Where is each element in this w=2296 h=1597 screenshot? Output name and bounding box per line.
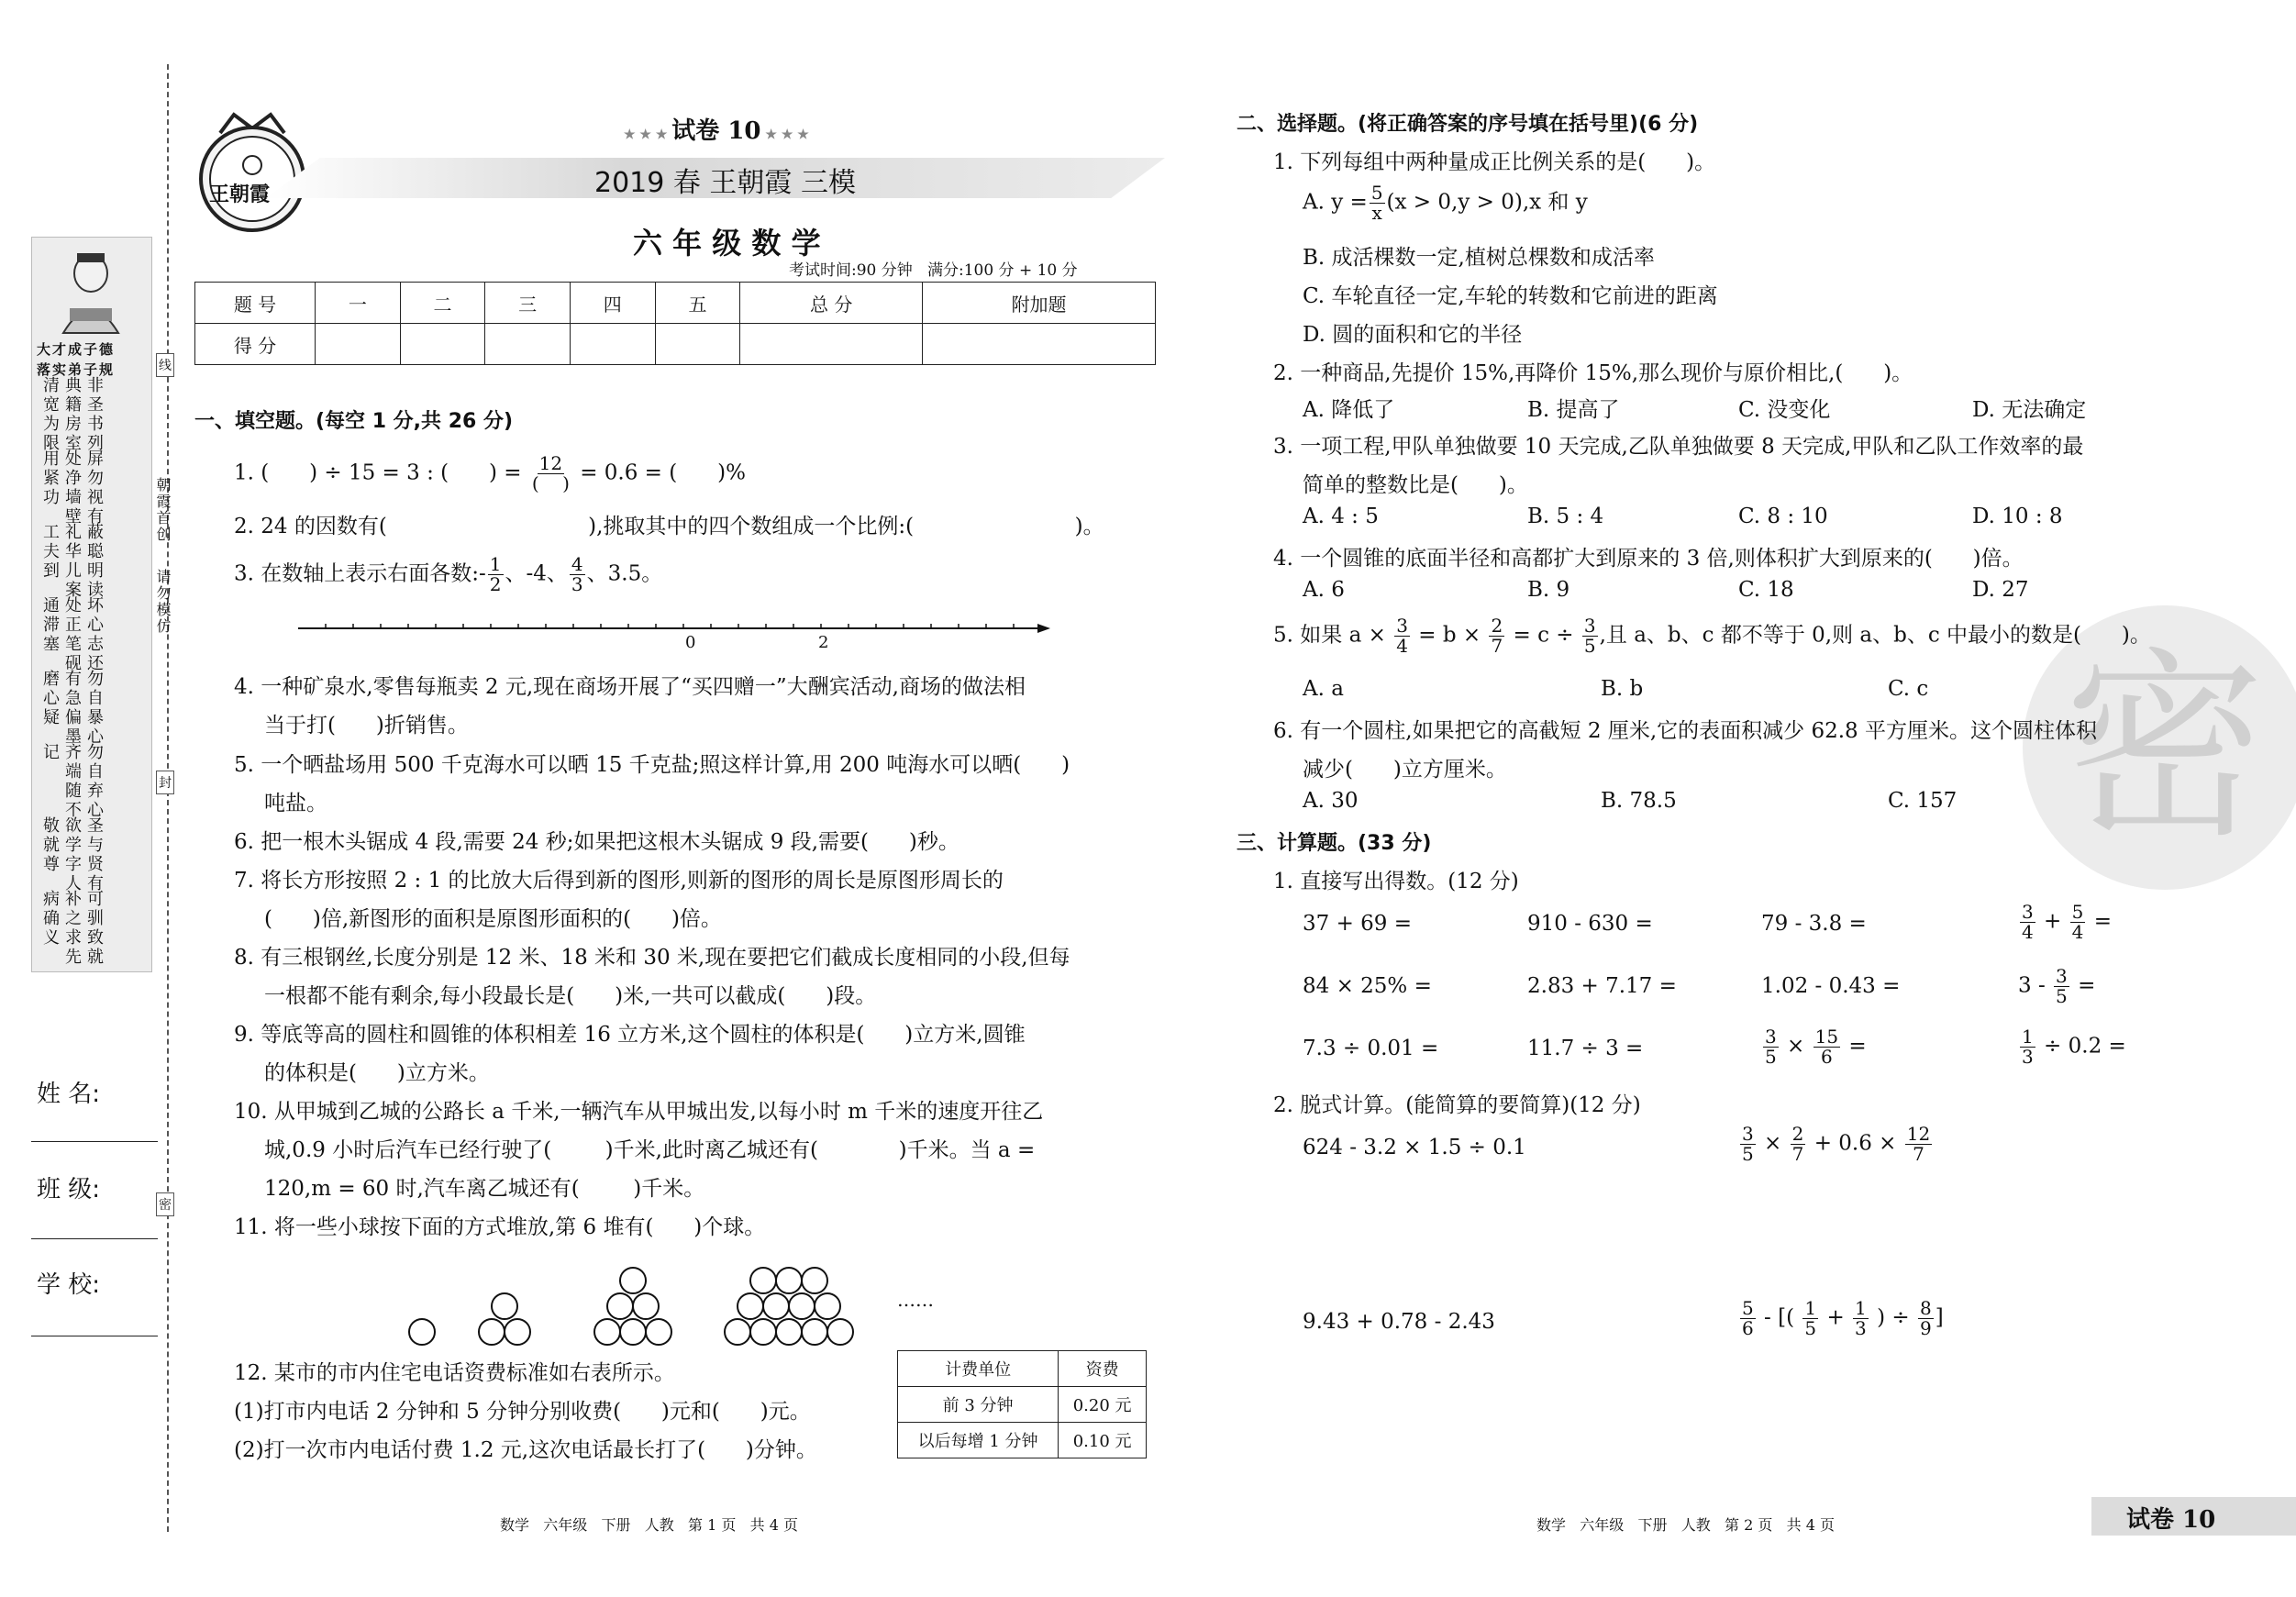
calc-item: $\frac{1}{3}$ ÷ 0.2 = <box>2022 1026 2126 1068</box>
q2-6-option[interactable]: B. 78.5 <box>1601 789 1677 813</box>
q2-2-option[interactable]: C. 没变化 <box>1738 398 1831 422</box>
star-decor-right: ★ ★ ★ <box>760 128 809 142</box>
fraction: $\frac{12}{7}$ <box>1906 1123 1931 1165</box>
q1-5a: 5. 一个晒盐场用 500 千克海水可以晒 15 千克盐;照这样计算,用 200 吨海水可以晒( ) <box>234 753 1070 777</box>
q1-4b: 当于打( )折销售。 <box>264 714 469 738</box>
q1-5b: 吨盐。 <box>264 792 327 815</box>
score-table <box>194 282 1156 365</box>
score-cell[interactable] <box>400 324 485 365</box>
q2-6-option[interactable]: A. 30 <box>1303 789 1359 813</box>
q2-2: 2. 一种商品,先提价 15%,再降价 15%,那么现价与原价相比,( )。 <box>1273 361 1913 385</box>
fee-header: 计费单位 <box>898 1351 1059 1387</box>
q1-2: 2. 24 的因数有( ),挑取其中的四个数组成一个比例:( )。 <box>234 515 1104 538</box>
exam-title: 2019 春 王朝霞 三模 <box>594 167 856 199</box>
calc-item: 7.3 ÷ 0.01 = <box>1303 1037 1439 1060</box>
motto-group-3: 蔽聪明读礼华儿案工夫到 <box>40 523 104 600</box>
school-label: 学 校: <box>37 1271 101 1299</box>
q2-1: 1. 下列每组中两种量成正比例关系的是( )。 <box>1273 150 1716 174</box>
fraction: $\frac{1}{2}$ <box>489 553 502 595</box>
fraction: $\frac{5}{x}$ <box>1370 182 1383 224</box>
q1-9b: 的体积是( )立方米。 <box>264 1061 490 1085</box>
q2-4-option[interactable]: D. 27 <box>1972 578 2029 602</box>
q2-4-option[interactable]: C. 18 <box>1738 578 1794 602</box>
q1-7b: ( )倍,新图形的面积是原图形面积的( )倍。 <box>264 907 722 931</box>
fee-cell: 前 3 分钟 <box>898 1387 1059 1423</box>
score-cell[interactable] <box>740 324 923 365</box>
ball-stacks <box>404 1257 862 1348</box>
expr-2: $\frac{3}{5}$ × $\frac{2}{7}$ + 0.6 × $\frac{12}{7}$ <box>1742 1123 1931 1165</box>
fraction: $\frac{5}{6}$ <box>1742 1297 1754 1339</box>
q1-10b: 城,0.9 小时后汽车已经行驶了( )千米,此时离乙城还有( )千米。当 a = <box>264 1138 1036 1162</box>
q2-5-option[interactable]: A. a <box>1303 677 1344 701</box>
ellipsis: …… <box>897 1289 934 1311</box>
slogan-2: 落实弟子规 <box>37 361 116 378</box>
col-header: 附加题 <box>923 283 1156 324</box>
motto-group-4: 坏心志还处正笔砚通滞塞 <box>40 596 104 673</box>
motto-group-7: 圣与贤有欲学字人敬就尊 <box>40 816 104 893</box>
binding-line <box>167 64 169 1532</box>
fraction: $\frac{3}{5}$ <box>1742 1123 1754 1165</box>
q2-6-option[interactable]: C. 157 <box>1888 789 1958 813</box>
calc-item: $\frac{3}{4}$ + $\frac{5}{4}$ = <box>2022 901 2112 943</box>
fraction: $\frac{1}{3}$ <box>2022 1026 2034 1068</box>
q1-6: 6. 把一根木头锯成 4 段,需要 24 秒;如果把这根木头锯成 9 段,需要( )秒。 <box>234 830 959 854</box>
footer-left: 数学 六年级 下册 人教 第 1 页 共 4 页 <box>500 1516 798 1534</box>
col-header: 一 <box>316 283 401 324</box>
q2-1-C: C. 车轮直径一定,车轮的转数和它前进的距离 <box>1303 284 1718 308</box>
q1-7a: 7. 将长方形按照 2 : 1 的比放大后得到新的图形,则新的图形的周长是原图形周长的 <box>234 869 1004 893</box>
section2-title: 二、选择题。(将正确答案的序号填在括号里)(6 分) <box>1237 113 1699 136</box>
calc-item: 84 × 25% = <box>1303 974 1432 998</box>
fee-cell: 0.10 元 <box>1059 1423 1147 1458</box>
name-field[interactable] <box>31 1141 158 1142</box>
motto-group-1: 非圣书列典籍房室清宽为限 <box>40 376 104 453</box>
fraction: $\frac{3}{4}$ <box>1396 615 1408 657</box>
q2-2-option[interactable]: D. 无法确定 <box>1972 398 2087 422</box>
q2-3-option[interactable]: B. 5 : 4 <box>1527 505 1604 528</box>
table-row <box>898 1351 1147 1387</box>
q2-6a: 6. 有一个圆柱,如果把它的高截短 2 厘米,它的表面积减少 62.8 平方厘米。这个圆柱体积 <box>1273 719 2097 743</box>
q1-11: 11. 将一些小球按下面的方式堆放,第 6 堆有( )个球。 <box>234 1215 766 1239</box>
name-label: 姓 名: <box>37 1081 101 1108</box>
score-cell[interactable] <box>316 324 401 365</box>
fraction: $\frac{2}{7}$ <box>1491 615 1503 657</box>
q1-8a: 8. 有三根钢丝,长度分别是 12 米、18 米和 30 米,现在要把它们截成长度相同的小段,但每 <box>234 946 1070 970</box>
fee-cell: 0.20 元 <box>1059 1387 1147 1423</box>
q1-12-1: (1)打市内电话 2 分钟和 5 分钟分别收费( )元和( )元。 <box>234 1400 811 1424</box>
q2-3b: 简单的整数比是( )。 <box>1303 473 1528 497</box>
number-line[interactable] <box>298 615 1050 660</box>
fraction: $\frac{3}{5}$ <box>1583 615 1596 657</box>
score-cell[interactable] <box>655 324 740 365</box>
seal-mark-feng: 封 <box>156 771 174 794</box>
score-cell[interactable] <box>570 324 655 365</box>
calc-item: 2.83 + 7.17 = <box>1527 974 1677 998</box>
q1-3: 3. 在数轴上表示右面各数:- $\frac{1}{2}$ 、-4、 $\frac{4}{3}$ 、3.5。 <box>234 553 663 595</box>
q2-6b: 减少( )立方厘米。 <box>1303 758 1507 782</box>
fraction: $\frac{1}{3}$ <box>1855 1297 1867 1339</box>
q1-12: 12. 某市的市内住宅电话资费标准如右表所示。 <box>234 1361 675 1385</box>
expr-4: $\frac{5}{6}$ - [( $\frac{1}{5}$ + $\frac{1}{3}$ ) ÷ $\frac{8}{9}$ ] <box>1742 1297 1944 1339</box>
score-cell[interactable] <box>923 324 1156 365</box>
row-label: 得 分 <box>195 324 316 365</box>
col-header: 二 <box>400 283 485 324</box>
score-cell[interactable] <box>485 324 571 365</box>
q1-8b: 一根都不能有剩余,每小段最长是( )米,一共可以截成( )段。 <box>264 984 877 1008</box>
fraction: $\frac{12}{( )}$ <box>531 452 570 494</box>
fraction: $\frac{5}{4}$ <box>2071 901 2084 943</box>
paper-tag: 试卷 10 <box>2126 1506 2216 1534</box>
q1-1: 1. ( ) ÷ 15 = 3 : ( ) = $\frac{12}{( )}$ = 0.6 = ( )% <box>234 452 746 494</box>
q2-1-B: B. 成活棵数一定,植树总棵数和成活率 <box>1303 246 1655 270</box>
fee-table <box>897 1350 1147 1458</box>
fraction: $\frac{4}{3}$ <box>571 553 583 595</box>
q2-4-option[interactable]: A. 6 <box>1303 578 1345 602</box>
calc-item: 3 - $\frac{3}{5}$ = <box>2018 965 2096 1007</box>
slogan-1: 大才成子德 <box>37 341 116 358</box>
fraction: $\frac{3}{4}$ <box>2022 901 2034 943</box>
q2-2-option[interactable]: A. 降低了 <box>1303 398 1395 422</box>
fraction: $\frac{15}{6}$ <box>1814 1026 1839 1068</box>
fraction: $\frac{2}{7}$ <box>1791 1123 1804 1165</box>
fraction: $\frac{1}{5}$ <box>1804 1297 1817 1339</box>
q2-5-option[interactable]: C. c <box>1888 677 1929 701</box>
calc-item: 1.02 - 0.43 = <box>1761 974 1901 998</box>
seal-mark-xian: 线 <box>156 353 174 377</box>
calc-item: 910 - 630 = <box>1527 912 1653 936</box>
logo-badge <box>188 105 316 234</box>
fraction: $\frac{3}{5}$ <box>1765 1026 1777 1068</box>
motto-group-2: 屏勿视有处净墙壁用紧功 <box>40 449 104 527</box>
section1-title: 一、填空题。(每空 1 分,共 26 分) <box>194 410 514 433</box>
exam-info: 考试时间:90 分钟 满分:100 分 + 10 分 <box>789 261 1078 280</box>
q2-3-option[interactable]: D. 10 : 8 <box>1972 505 2063 528</box>
calc-item: 11.7 ÷ 3 = <box>1527 1037 1644 1060</box>
calc-item: 79 - 3.8 = <box>1761 912 1867 936</box>
row-label: 题 号 <box>195 283 316 324</box>
col-header: 五 <box>655 283 740 324</box>
q1-10a: 10. 从甲城到乙城的公路长 a 千米,一辆汽车从甲城出发,以每小时 m 千米的速度开往乙 <box>234 1100 1044 1124</box>
table-row <box>898 1423 1147 1458</box>
tick-label-0: 0 <box>685 633 696 652</box>
col-header: 三 <box>485 283 571 324</box>
col-header: 总 分 <box>740 283 923 324</box>
q2-4-option[interactable]: B. 9 <box>1527 578 1570 602</box>
q2-1-D: D. 圆的面积和它的半径 <box>1303 323 1523 347</box>
q3-1-title: 1. 直接写出得数。(12 分) <box>1273 870 1519 893</box>
table-row <box>898 1387 1147 1423</box>
section3-title: 三、计算题。(33 分) <box>1237 832 1432 855</box>
q2-5: 5. 如果 a × $\frac{3}{4}$ = b × $\frac{2}{7}$ = c ÷ $\frac{3}{5}$ ,且 a、b、c 都不等于 0,则 a、b、c 中最小的数是( )。 <box>1273 615 2151 657</box>
q2-3a: 3. 一项工程,甲队单独做要 10 天完成,乙队单独做要 8 天完成,甲队和乙队工作效率的最 <box>1273 435 2084 459</box>
fraction: $\frac{8}{9}$ <box>1919 1297 1932 1339</box>
q2-3-option[interactable]: A. 4 : 5 <box>1303 505 1379 528</box>
table-row <box>195 283 1156 324</box>
calc-item: 37 + 69 = <box>1303 912 1413 936</box>
q2-4: 4. 一个圆锥的底面半径和高都扩大到原来的 3 倍,则体积扩大到原来的( )倍。 <box>1273 547 2024 571</box>
expr-3: 9.43 + 0.78 - 2.43 <box>1303 1310 1495 1334</box>
q1-9a: 9. 等底等高的圆柱和圆锥的体积相差 16 立方米,这个圆柱的体积是( )立方米,圆锥 <box>234 1023 1026 1047</box>
fee-header: 资费 <box>1059 1351 1147 1387</box>
vertical-note-1: 朝霞首创 <box>154 477 172 543</box>
q1-12-2: (2)打一次市内电话付费 1.2 元,这次电话最长打了( )分钟。 <box>234 1438 817 1462</box>
calc-item: $\frac{3}{5}$ × $\frac{15}{6}$ = <box>1765 1026 1867 1068</box>
q3-2-title: 2. 脱式计算。(能简算的要简算)(12 分) <box>1273 1093 1641 1117</box>
paper-label: ★ ★ ★ 试卷 10 ★ ★ ★ <box>624 117 809 145</box>
q2-1-A: A. y = $\frac{5}{x}$ (x > 0,y > 0),x 和 y <box>1303 182 1588 224</box>
vertical-note-2: 请勿模仿 <box>154 569 172 635</box>
col-header: 四 <box>570 283 655 324</box>
subject-title: 六 年 级 数 学 <box>633 226 821 261</box>
class-field[interactable] <box>31 1238 158 1239</box>
q2-3-option[interactable]: C. 8 : 10 <box>1738 505 1828 528</box>
footer-right: 数学 六年级 下册 人教 第 2 页 共 4 页 <box>1536 1516 1835 1534</box>
motto-group-8: 可驯致就补之求先病确义 <box>40 890 104 967</box>
logo-text: 王朝霞 <box>209 183 271 206</box>
watermark-seal: 密 <box>2023 605 2296 890</box>
fee-cell: 以后每增 1 分钟 <box>898 1423 1059 1458</box>
class-label: 班 级: <box>37 1176 101 1203</box>
tick-label-2: 2 <box>818 633 829 652</box>
expr-1: 624 - 3.2 × 1.5 ÷ 0.1 <box>1303 1136 1526 1159</box>
motto-group-6: 勿自弃心齐端随不记 <box>40 743 104 820</box>
motto-group-5: 勿自暴心有急偏墨磨心疑 <box>40 670 104 747</box>
fraction: $\frac{3}{5}$ <box>2056 965 2068 1007</box>
seal-mark-mi: 密 <box>156 1192 174 1216</box>
q1-10c: 120,m = 60 时,汽车离乙城还有( )千米。 <box>264 1177 705 1201</box>
table-row <box>195 324 1156 365</box>
student-figure <box>50 246 132 338</box>
q2-5-option[interactable]: B. b <box>1601 677 1644 701</box>
q1-4a: 4. 一种矿泉水,零售每瓶卖 2 元,现在商场开展了“买四赠一”大酬宾活动,商场的做法相 <box>234 675 1026 699</box>
q2-2-option[interactable]: B. 提高了 <box>1527 398 1620 422</box>
star-decor-left: ★ ★ ★ <box>624 128 672 142</box>
